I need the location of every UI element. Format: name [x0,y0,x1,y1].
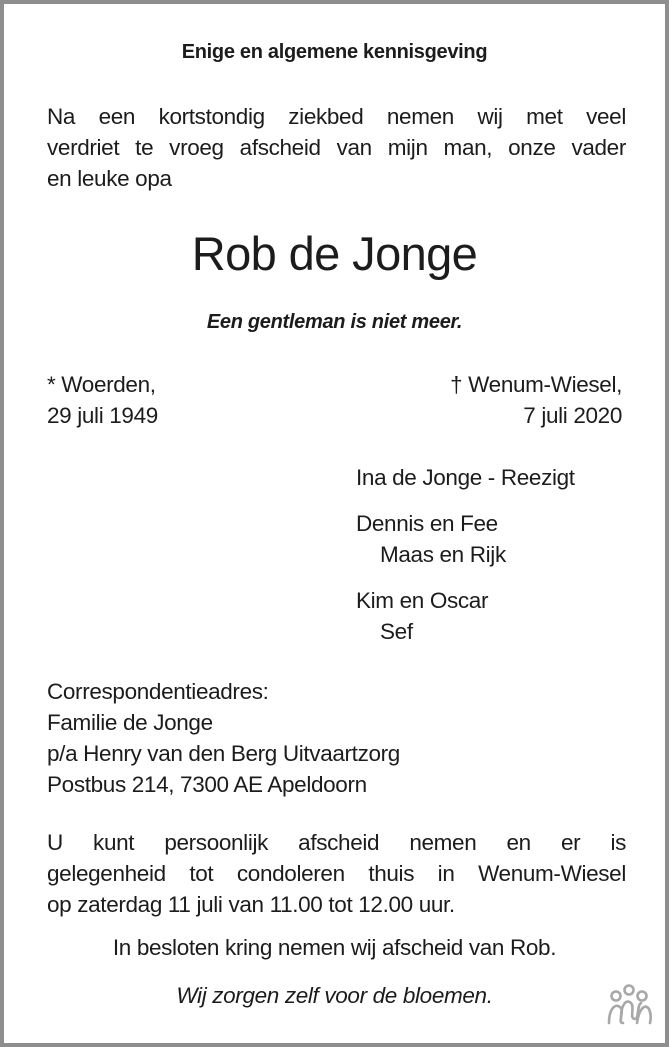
family-group [356,585,575,647]
address-line: Postbus 214, 7300 AE Apeldoorn [47,772,367,797]
family-list [356,462,575,662]
deceased-name: Rob de Jonge [191,227,478,280]
closing-statement: In besloten kring nemen wij afscheid van Rob. [112,935,557,960]
intro-line: verdriet te vroeg afscheid van mijn man, onze vader [47,135,626,160]
death-place: † Wenum-Wiesel, [450,372,622,397]
birth-place: * Woerden, [47,372,156,397]
visitation-line: U kunt persoonlijk afscheid nemen en er is [47,830,626,855]
family-member: Dennis en Fee [356,511,498,536]
notice-heading: Enige en algemene kennisgeving [181,41,488,63]
grandchildren: Maas en Rijk [380,542,506,567]
birth-date: 29 juli 1949 [47,403,158,428]
family-group [356,508,575,570]
motto: Een gentleman is niet meer. [206,311,463,333]
death-date: 7 juli 2020 [523,403,622,428]
address-label: Correspondentieadres: [47,679,269,704]
address-line: p/a Henry van den Berg Uitvaartzorg [47,741,400,766]
people-group-icon [601,979,657,1035]
flowers-note: Wij zorgen zelf voor de bloemen. [176,983,493,1008]
family-member: Ina de Jonge - Reezigt [356,465,575,490]
intro-line: en leuke opa [47,166,172,191]
visitation-paragraph [47,827,626,920]
family-member: Kim en Oscar [356,588,489,613]
correspondence-address [47,676,400,800]
birth-info [47,369,158,431]
intro-paragraph [47,101,626,194]
address-line: Familie de Jonge [47,710,213,735]
visitation-line: op zaterdag 11 juli van 11.00 tot 12.00 uur. [47,892,455,917]
grandchildren: Sef [380,619,413,644]
family-group [356,462,575,493]
visitation-line: gelegenheid tot condoleren thuis in Wenum-Wiesel [47,861,626,886]
intro-line: Na een kortstondig ziekbed nemen wij met veel [47,104,626,129]
death-info [450,369,622,431]
